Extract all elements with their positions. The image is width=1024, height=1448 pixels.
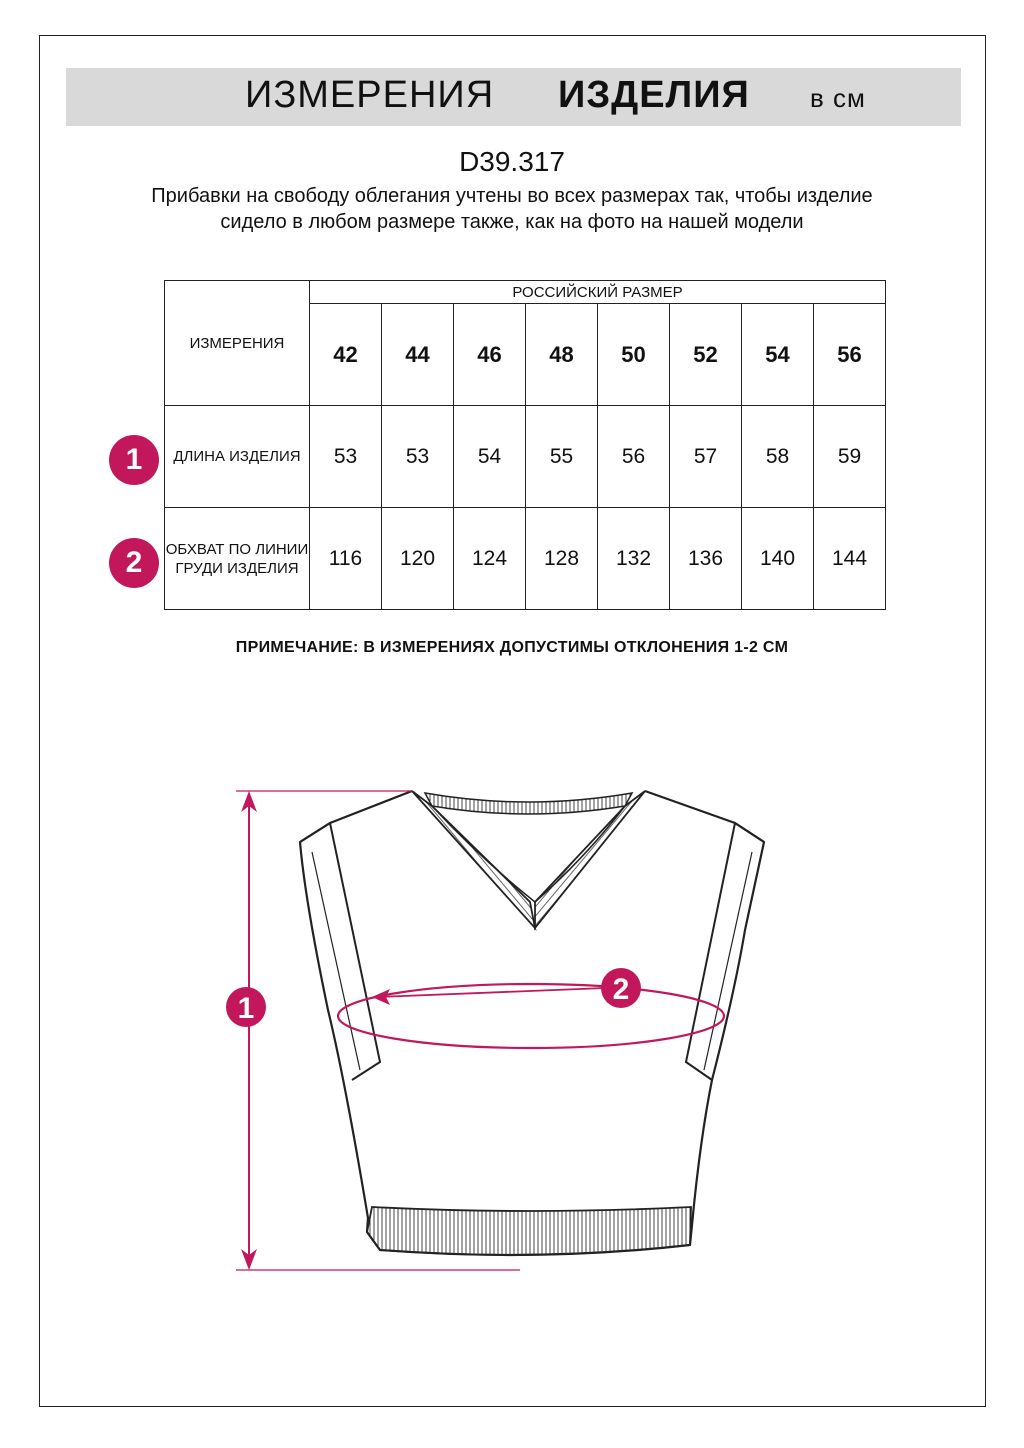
chest-number-badge: 2 [109, 538, 159, 588]
size-header: 46 [454, 304, 526, 406]
table-cell: 56 [598, 406, 670, 508]
title-measurements: ИЗМЕРЕНИЯ [245, 74, 495, 116]
table-cell: 55 [526, 406, 598, 508]
chest-marker-label: 2 [612, 973, 630, 1006]
size-header: 42 [310, 304, 382, 406]
size-header: 52 [670, 304, 742, 406]
tolerance-note: ПРИМЕЧАНИЕ: В ИЗМЕРЕНИЯХ ДОПУСТИМЫ ОТКЛОНЕНИЯ 1-2 СМ [235, 639, 789, 656]
length-number-badge: 1 [109, 435, 159, 485]
table-cell: 57 [670, 406, 742, 508]
row-label-length: ДЛИНА ИЗДЕЛИЯ [165, 406, 310, 508]
table-cell: 59 [814, 406, 886, 508]
table-cell: 144 [814, 508, 886, 610]
size-header: 50 [598, 304, 670, 406]
table-cell: 136 [670, 508, 742, 610]
table-cell: 120 [382, 508, 454, 610]
table-cell: 124 [454, 508, 526, 610]
fit-description: Прибавки на свободу облегания учтены во всех размерах так, чтобы изделие сидело в любом размере также, как на фото на нашей модели [151, 185, 873, 233]
size-header: 56 [814, 304, 886, 406]
table-cell: 53 [310, 406, 382, 508]
table-cell: 132 [598, 508, 670, 610]
title-units: в см [810, 83, 866, 113]
table-cell: 140 [742, 508, 814, 610]
size-header: 48 [526, 304, 598, 406]
length-marker-label: 1 [237, 992, 255, 1025]
table-cell: 58 [742, 406, 814, 508]
size-header: 44 [382, 304, 454, 406]
table-cell: 53 [382, 406, 454, 508]
table-cell: 54 [454, 406, 526, 508]
article-number: D39.317 [459, 146, 565, 177]
table-cell: 116 [310, 508, 382, 610]
size-header: 54 [742, 304, 814, 406]
row-label-chest: ОБХВАТ ПО ЛИНИИ ГРУДИ ИЗДЕЛИЯ [165, 508, 310, 610]
measurements-header: ИЗМЕРЕНИЯ [165, 281, 310, 406]
title-garment: ИЗДЕЛИЯ [558, 74, 750, 116]
table-cell: 128 [526, 508, 598, 610]
hem-rib [367, 1207, 691, 1255]
russian-size-header: РОССИЙСКИЙ РАЗМЕР [310, 281, 886, 304]
